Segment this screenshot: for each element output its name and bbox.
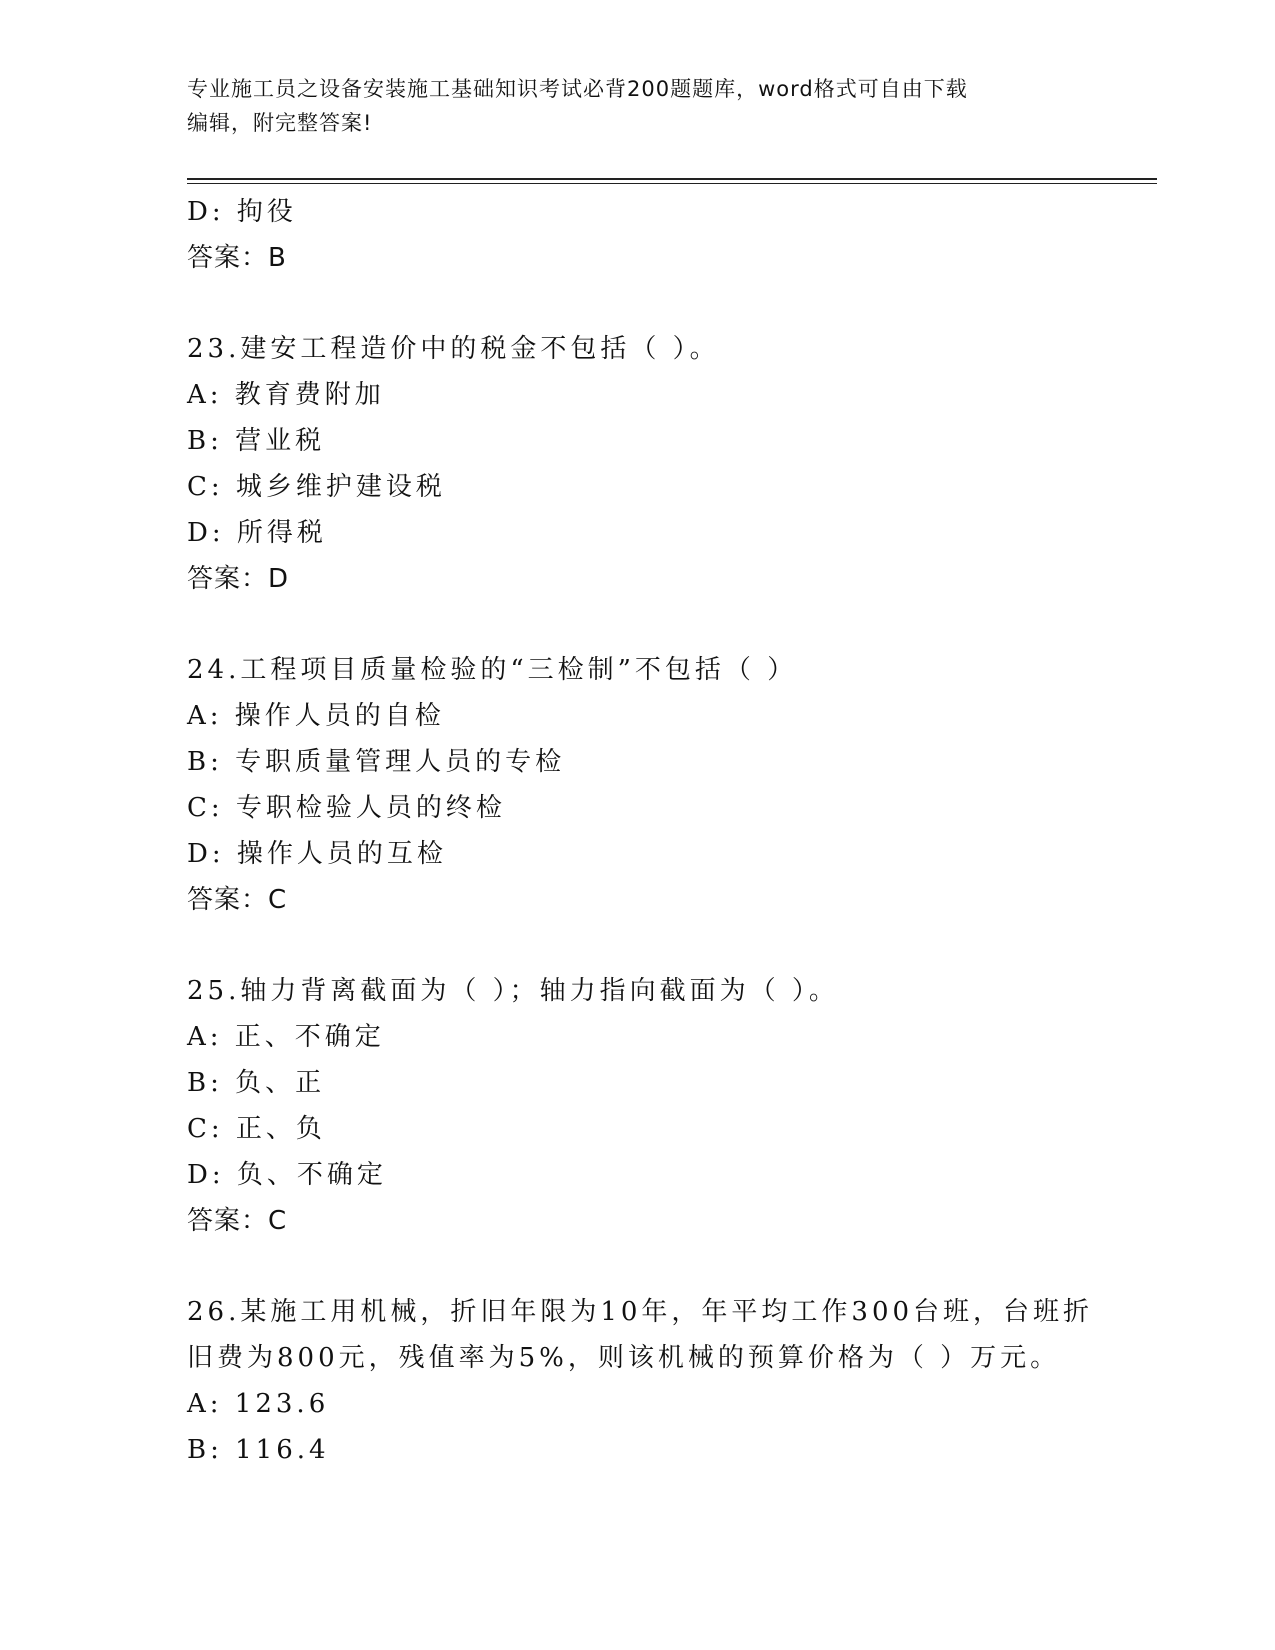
question-list xyxy=(187,189,1094,1473)
answer: 答案：C xyxy=(187,1206,288,1236)
question-26 xyxy=(187,1289,1094,1473)
option-b: B: 专职质量管理人员的专检 xyxy=(187,747,566,777)
document-header xyxy=(187,72,1067,140)
question-stem: 23.建安工程造价中的税金不包括（ ）。 xyxy=(187,334,720,364)
option-b: B: 116.4 xyxy=(187,1435,330,1465)
question-stem: 24.工程项目质量检验的“三检制”不包括（ ） xyxy=(187,655,798,685)
header-line-2: 编辑，附完整答案! xyxy=(187,111,373,135)
answer: 答案：D xyxy=(187,564,290,594)
option-c: C: 专职检验人员的终检 xyxy=(187,793,506,823)
option-a: A: 123.6 xyxy=(187,1389,330,1419)
prev-option-d: D: 拘役 xyxy=(187,197,297,227)
question-25 xyxy=(187,968,1087,1244)
question-23 xyxy=(187,326,1087,602)
option-b: B: 负、正 xyxy=(187,1068,326,1098)
question-stem: 25.轴力背离截面为（ ）；轴力指向截面为（ ）。 xyxy=(187,976,839,1006)
header-rule-thick xyxy=(187,178,1157,180)
option-a: A: 操作人员的自检 xyxy=(187,701,445,731)
prev-answer: 答案：B xyxy=(187,243,287,273)
option-d: D: 所得税 xyxy=(187,518,327,548)
answer: 答案：C xyxy=(187,885,288,915)
header-rule-thin xyxy=(187,183,1157,184)
header-line-1: 专业施工员之设备安装施工基础知识考试必背200题题库，word格式可自由下载 xyxy=(187,77,968,101)
option-d: D: 操作人员的互检 xyxy=(187,839,447,869)
question-24 xyxy=(187,647,1087,923)
question-stem-line-1: 26.某施工用机械，折旧年限为10年，年平均工作300台班，台班折 xyxy=(187,1297,1094,1327)
option-c: C: 正、负 xyxy=(187,1114,326,1144)
option-d: D: 负、不确定 xyxy=(187,1160,387,1190)
option-a: A: 教育费附加 xyxy=(187,380,385,410)
option-c: C: 城乡维护建设税 xyxy=(187,472,446,502)
question-stem-line-2: 旧费为800元，残值率为5%，则该机械的预算价格为（ ）万元。 xyxy=(187,1343,1061,1373)
option-b: B: 营业税 xyxy=(187,426,326,456)
option-a: A: 正、不确定 xyxy=(187,1022,385,1052)
